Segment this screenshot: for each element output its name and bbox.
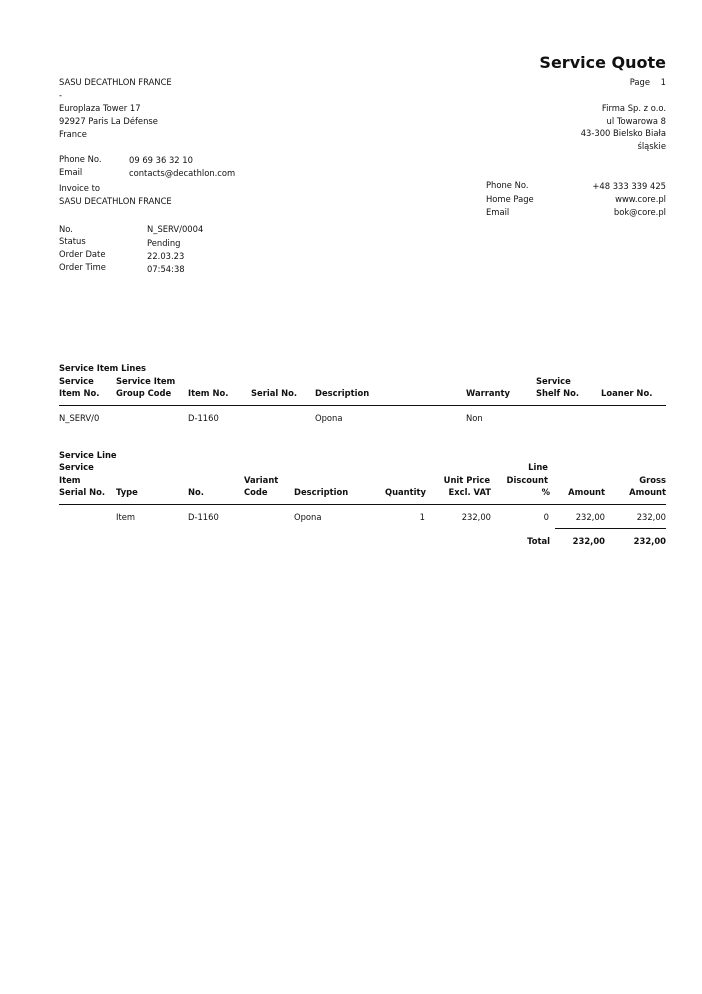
order-no: N_SERV/0004 bbox=[147, 224, 204, 234]
sender-dash: - bbox=[59, 90, 63, 100]
header-discount-2: Discount bbox=[506, 475, 548, 485]
company-name: Firma Sp. z o.o. bbox=[601, 103, 666, 113]
sender-address1: Europlaza Tower 17 bbox=[59, 103, 141, 113]
sender-country: France bbox=[59, 129, 87, 139]
sl-row-description: Opona bbox=[294, 512, 322, 522]
header-serial-3: Serial No. bbox=[59, 487, 106, 497]
header-serial-1: Service bbox=[59, 462, 94, 472]
header-discount-3: % bbox=[541, 487, 550, 497]
order-date: 22.03.23 bbox=[147, 251, 185, 261]
total-amount: 232,00 bbox=[572, 536, 605, 546]
sender-phone-label: Phone No. bbox=[59, 154, 102, 164]
order-time-label: Order Time bbox=[59, 262, 106, 272]
page-number: 1 bbox=[660, 77, 666, 87]
service-lines-section-title: Service Line bbox=[59, 450, 117, 460]
header-item-no: Item No. bbox=[188, 388, 229, 398]
sender-email: contacts@decathlon.com bbox=[129, 168, 236, 178]
sender-name: SASU DECATHLON FRANCE bbox=[59, 77, 172, 87]
company-street: ul Towarowa 8 bbox=[606, 116, 666, 126]
sl-row-no: D-1160 bbox=[188, 512, 219, 522]
header-gross-1: Gross bbox=[639, 475, 666, 485]
report-title: Service Quote bbox=[539, 53, 666, 72]
company-city: 43-300 Bielsko Biała bbox=[580, 128, 666, 138]
header-quantity: Quantity bbox=[384, 487, 426, 497]
header-group-code-1: Service Item bbox=[116, 376, 176, 386]
header-warranty: Warranty bbox=[466, 388, 510, 398]
order-status: Pending bbox=[147, 238, 181, 248]
total-rule bbox=[555, 528, 666, 529]
order-time: 07:54:38 bbox=[147, 264, 185, 274]
total-gross: 232,00 bbox=[633, 536, 666, 546]
header-shelf-2: Shelf No. bbox=[536, 388, 580, 398]
row-warranty: Non bbox=[466, 413, 483, 423]
header-unit-price-2: Excl. VAT bbox=[448, 487, 491, 497]
company-phone-label: Phone No. bbox=[486, 180, 529, 190]
header-service-item-no-1: Service bbox=[59, 376, 94, 386]
order-status-label: Status bbox=[59, 236, 86, 246]
header-service-item-no-2: Item No. bbox=[59, 388, 100, 398]
sl-row-gross-amount: 232,00 bbox=[636, 512, 666, 522]
sl-row-type: Item bbox=[116, 512, 136, 522]
header-no: No. bbox=[188, 487, 204, 497]
company-region: śląskie bbox=[637, 141, 666, 151]
header-serial-2: Item bbox=[59, 475, 81, 485]
company-homepage: www.core.pl bbox=[615, 194, 666, 204]
header-gross-2: Amount bbox=[629, 487, 666, 497]
total-label: Total bbox=[527, 536, 550, 546]
company-email: bok@core.pl bbox=[613, 207, 666, 217]
header-unit-price-1: Unit Price bbox=[443, 475, 490, 485]
company-phone: +48 333 339 425 bbox=[592, 181, 666, 191]
order-date-label: Order Date bbox=[59, 249, 106, 259]
header-sl-description: Description bbox=[294, 487, 349, 497]
header-variant-1: Variant bbox=[244, 475, 279, 485]
item-lines-header-rule bbox=[59, 405, 666, 406]
header-type: Type bbox=[116, 487, 138, 497]
company-email-label: Email bbox=[486, 207, 510, 217]
invoice-to-label: Invoice to bbox=[59, 183, 101, 193]
row-service-item-no: N_SERV/0 bbox=[59, 413, 100, 423]
sl-row-discount: 0 bbox=[543, 512, 549, 522]
sl-row-unit-price: 232,00 bbox=[461, 512, 491, 522]
company-homepage-label: Home Page bbox=[486, 194, 534, 204]
invoice-to-name: SASU DECATHLON FRANCE bbox=[59, 196, 172, 206]
header-amount: Amount bbox=[568, 487, 605, 497]
service-lines-header-rule bbox=[59, 504, 666, 505]
page-label: Page bbox=[629, 77, 650, 87]
header-discount-1: Line bbox=[528, 462, 548, 472]
header-variant-2: Code bbox=[244, 487, 268, 497]
header-group-code-2: Group Code bbox=[116, 388, 172, 398]
header-description: Description bbox=[315, 388, 370, 398]
sender-email-label: Email bbox=[59, 167, 83, 177]
sl-row-amount: 232,00 bbox=[575, 512, 605, 522]
item-lines-section-title: Service Item Lines bbox=[59, 363, 147, 373]
header-serial-no: Serial No. bbox=[251, 388, 298, 398]
sender-address2: 92927 Paris La Défense bbox=[59, 116, 158, 126]
sl-row-quantity: 1 bbox=[419, 512, 425, 522]
header-shelf-1: Service bbox=[536, 376, 571, 386]
order-no-label: No. bbox=[59, 224, 73, 234]
row-description: Opona bbox=[315, 413, 343, 423]
sender-phone: 09 69 36 32 10 bbox=[129, 155, 193, 165]
header-loaner: Loaner No. bbox=[601, 388, 653, 398]
row-item-no: D-1160 bbox=[188, 413, 219, 423]
